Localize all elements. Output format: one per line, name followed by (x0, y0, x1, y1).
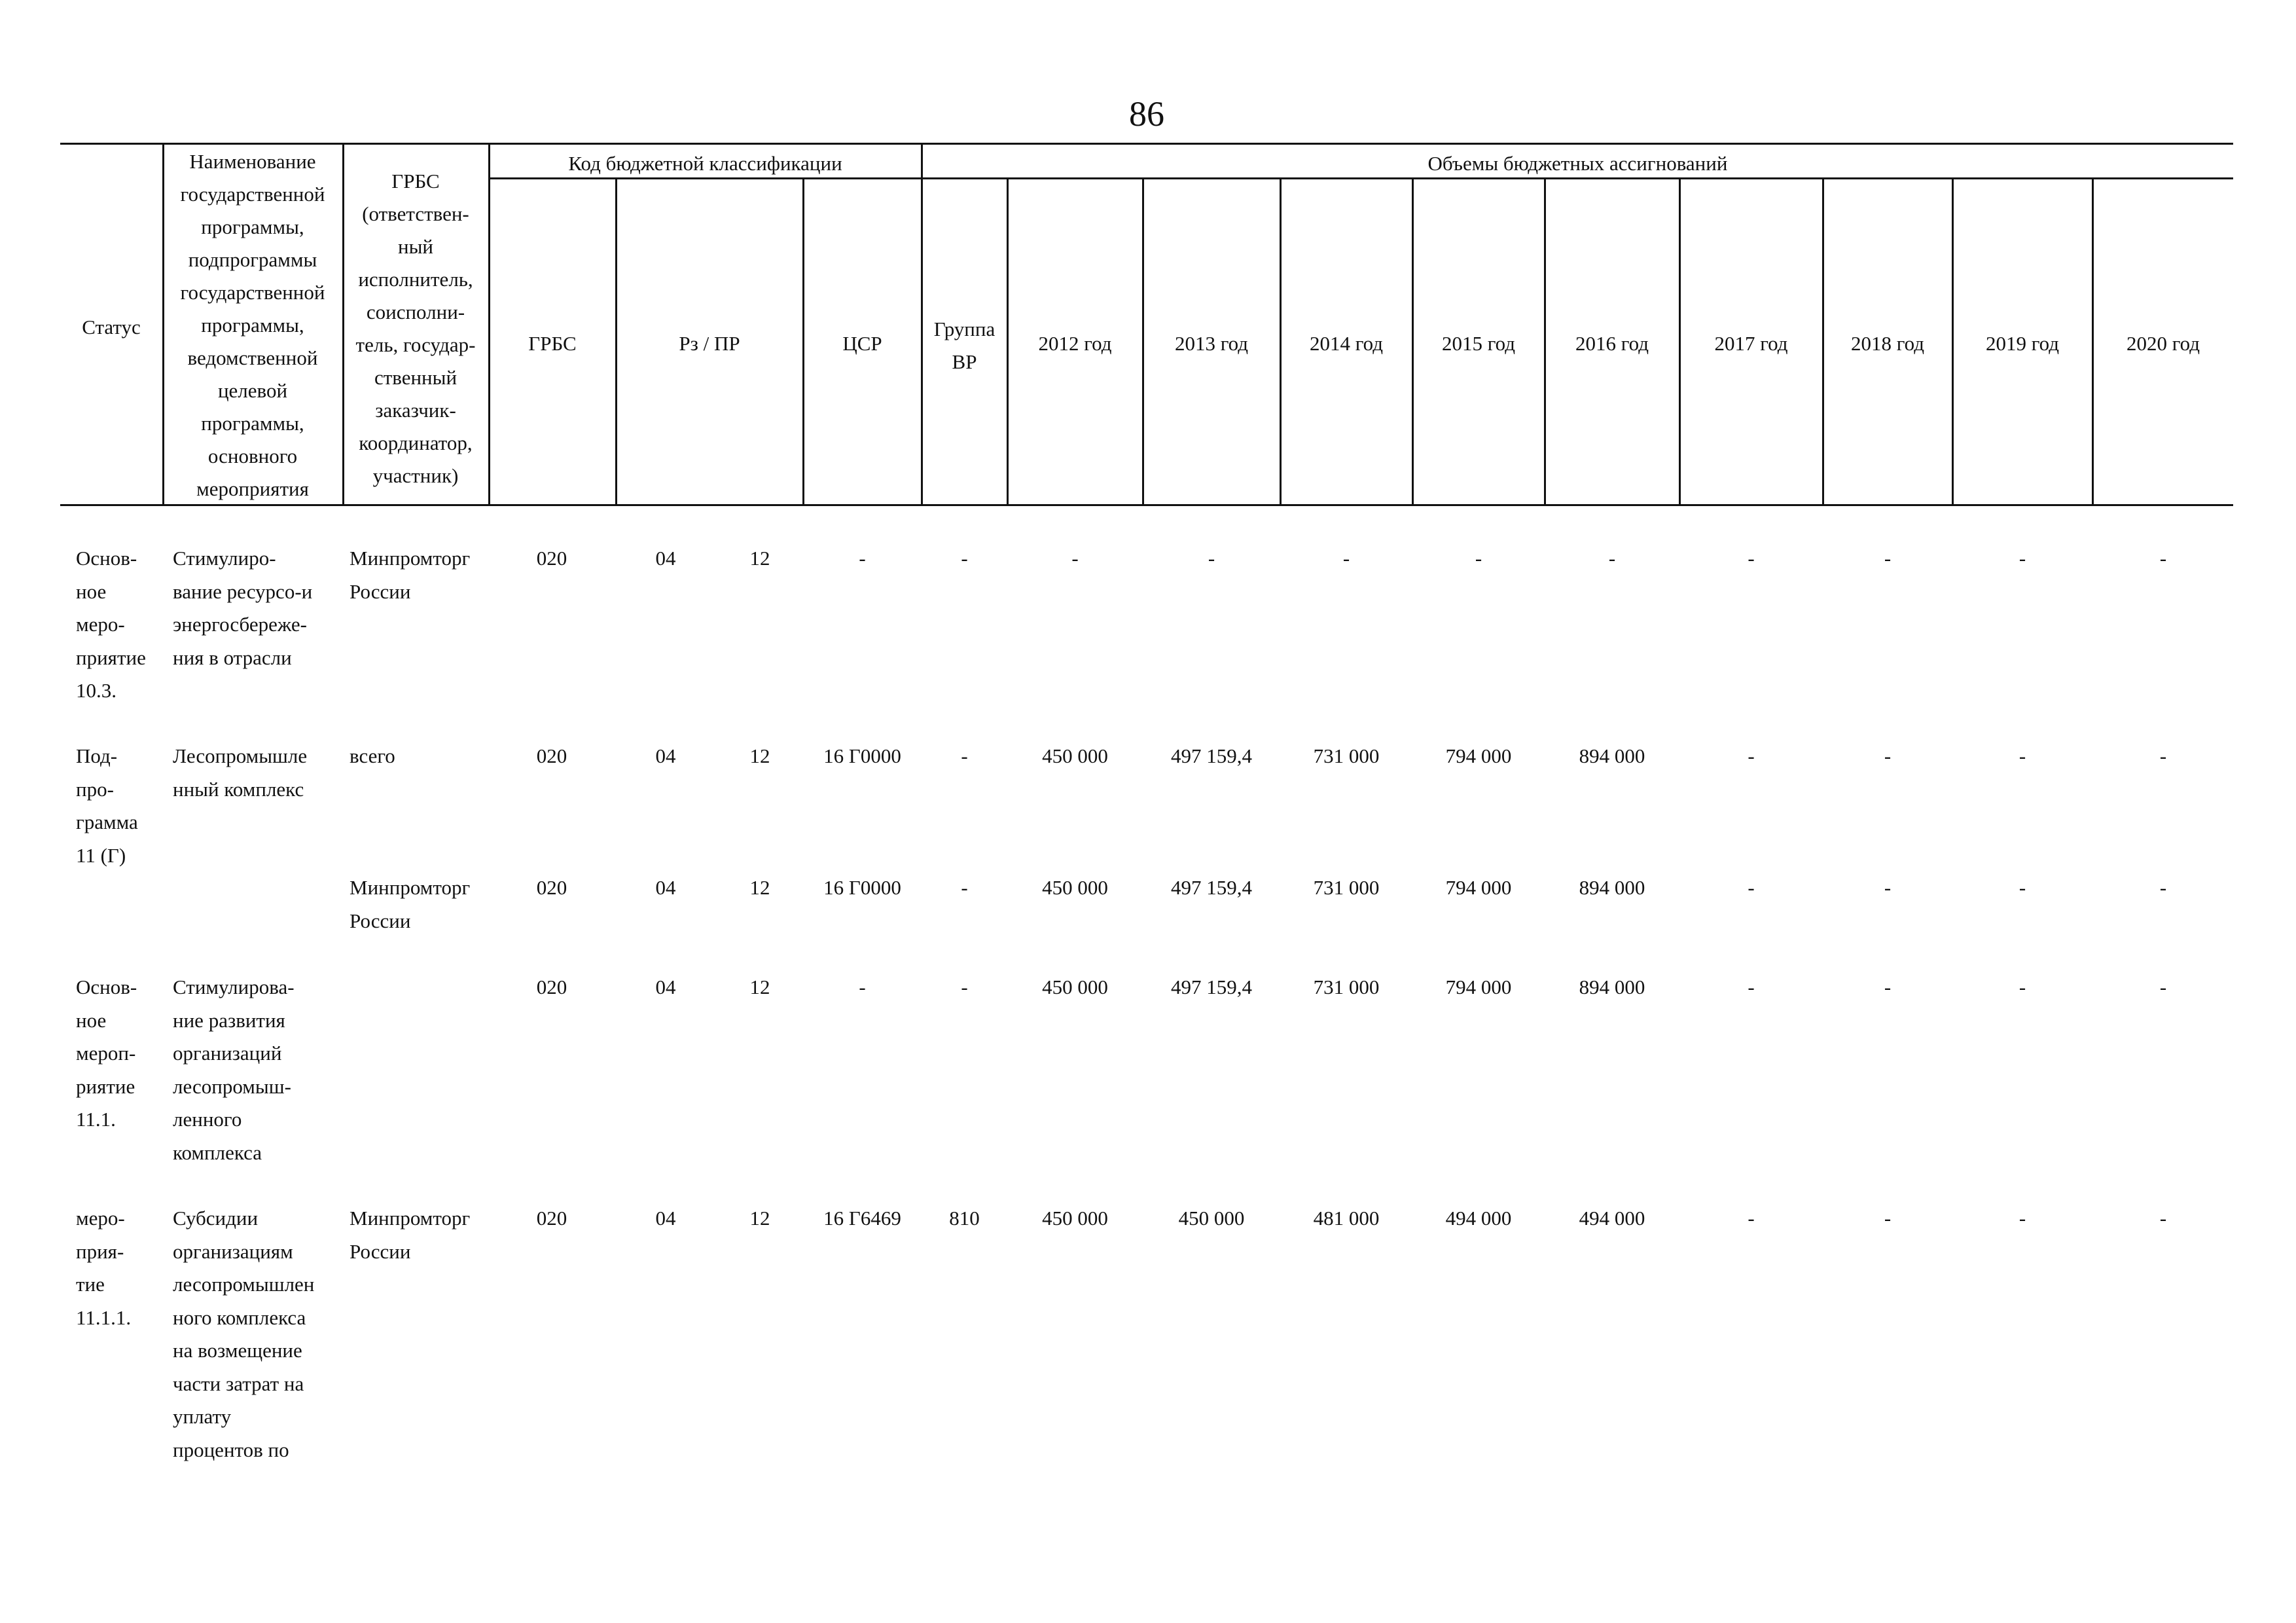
row-amount: 497 159,4 (1171, 876, 1252, 899)
row-executor: всего (350, 744, 395, 767)
header-vr-group: Группа ВР (933, 318, 996, 373)
header-year-2015: 2015 год (1441, 332, 1516, 355)
row-amount: 894 000 (1579, 744, 1645, 767)
row-name: Стимулирова- ние развития организаций лесопромыш- ленного комплекса (173, 976, 295, 1164)
table-top-border (60, 143, 2233, 145)
row-vr: - (961, 976, 968, 998)
row-amount: - (1748, 744, 1755, 767)
row-vr: 810 (949, 1207, 980, 1230)
header-program-name: Наименование государственной программы, подпрограммы государственной программы, ведомственной целевой программы, основного мероприятия (180, 150, 325, 500)
row-pr: 12 (749, 547, 770, 570)
row-status: меро- прия- тие 11.1.1. (76, 1207, 132, 1329)
row-amount: 794 000 (1445, 876, 1512, 899)
header-year-2014: 2014 год (1309, 332, 1384, 355)
row-amount: - (1884, 547, 1892, 570)
row-executor: Минпромторг России (350, 1207, 471, 1263)
row-amount: - (1475, 547, 1482, 570)
row-amount: - (2159, 547, 2167, 570)
header-status: Статус (82, 316, 141, 338)
header-year-2017: 2017 год (1714, 332, 1788, 355)
row-vr: - (961, 744, 968, 767)
row-rz: 04 (655, 976, 676, 998)
row-executor: Минпромторг России (350, 547, 471, 603)
row-amount: - (2159, 744, 2167, 767)
row-pr: 12 (749, 744, 770, 767)
row-executor: Минпромторг России (350, 876, 471, 932)
row-amount: 497 159,4 (1171, 976, 1252, 998)
row-amount: 794 000 (1445, 976, 1512, 998)
row-amount: - (1342, 547, 1350, 570)
row-amount: 450 000 (1042, 744, 1108, 767)
row-amount: 450 000 (1042, 976, 1108, 998)
row-amount: 731 000 (1313, 744, 1380, 767)
header-csr: ЦСР (842, 332, 882, 355)
header-bottom-border (60, 504, 2233, 506)
row-pr: 12 (749, 1207, 770, 1230)
row-amount: 731 000 (1313, 876, 1380, 899)
row-amount: - (1608, 547, 1616, 570)
row-amount: - (1208, 547, 1215, 570)
row-amount: 494 000 (1579, 1207, 1645, 1230)
row-amount: 731 000 (1313, 976, 1380, 998)
row-amount: - (2018, 876, 2026, 899)
row-csr: 16 Г0000 (823, 876, 901, 899)
header-budget-volumes-group: Объемы бюджетных ассигнований (1427, 152, 1728, 175)
row-rz: 04 (655, 744, 676, 767)
header-year-2013: 2013 год (1174, 332, 1249, 355)
row-amount: - (1884, 1207, 1892, 1230)
row-amount: 497 159,4 (1171, 744, 1252, 767)
row-amount: - (2018, 976, 2026, 998)
row-amount: - (1748, 876, 1755, 899)
row-name: Лесопромышле нный комплекс (173, 744, 308, 801)
header-year-2016: 2016 год (1575, 332, 1649, 355)
header-year-2018: 2018 год (1850, 332, 1925, 355)
header-year-2012: 2012 год (1038, 332, 1112, 355)
row-vr: - (961, 547, 968, 570)
row-amount: 450 000 (1042, 876, 1108, 899)
row-csr: 16 Г0000 (823, 744, 901, 767)
row-grbs: 020 (536, 976, 567, 998)
row-grbs: 020 (536, 876, 567, 899)
row-pr: 12 (749, 876, 770, 899)
row-amount: - (2018, 1207, 2026, 1230)
row-amount: - (1884, 744, 1892, 767)
header-rz-pr: Рз / ПР (679, 332, 740, 355)
row-amount: - (2159, 1207, 2167, 1230)
header-grbs-executor: ГРБС (ответствен- ный исполнитель, соисполни- тель, государ- ственный заказчик- координатор, участник) (355, 170, 476, 487)
row-status: Основ- ное меро- приятие 10.3. (76, 547, 146, 702)
row-status: Основ- ное мероп- риятие 11.1. (76, 976, 137, 1131)
header-grbs: ГРБС (528, 332, 577, 355)
header-budget-code-group: Код бюджетной классификации (568, 152, 842, 175)
header-year-2019: 2019 год (1985, 332, 2060, 355)
row-amount: 450 000 (1042, 1207, 1108, 1230)
header-year-2020: 2020 год (2126, 332, 2200, 355)
row-status: Под- про- грамма 11 (Г) (76, 744, 138, 867)
row-amount: 494 000 (1445, 1207, 1512, 1230)
row-csr: - (859, 976, 866, 998)
row-amount: 481 000 (1313, 1207, 1380, 1230)
row-amount: 894 000 (1579, 976, 1645, 998)
row-rz: 04 (655, 876, 676, 899)
row-amount: - (2018, 744, 2026, 767)
row-amount: - (1884, 976, 1892, 998)
row-amount: - (2018, 547, 2026, 570)
row-amount: - (1884, 876, 1892, 899)
row-name: Субсидии организациям лесопромышлен ного комплекса на возмещение части затрат на уплату процентов по (173, 1207, 315, 1461)
group-header-divider (490, 177, 2233, 179)
row-pr: 12 (749, 976, 770, 998)
row-amount: - (2159, 876, 2167, 899)
row-grbs: 020 (536, 547, 567, 570)
page-number: 86 (1129, 94, 1164, 134)
row-amount: - (1748, 976, 1755, 998)
row-grbs: 020 (536, 1207, 567, 1230)
row-name: Стимулиро- вание ресурсо-и энергосбереже- ния в отрасли (173, 547, 313, 669)
row-amount: 450 000 (1178, 1207, 1245, 1230)
row-amount: 894 000 (1579, 876, 1645, 899)
column-divider (488, 143, 490, 504)
row-amount: - (1071, 547, 1079, 570)
row-csr: 16 Г6469 (823, 1207, 901, 1230)
row-grbs: 020 (536, 744, 567, 767)
row-csr: - (859, 547, 866, 570)
row-amount: - (1748, 1207, 1755, 1230)
row-rz: 04 (655, 547, 676, 570)
row-amount: 794 000 (1445, 744, 1512, 767)
row-amount: - (1748, 547, 1755, 570)
row-vr: - (961, 876, 968, 899)
row-rz: 04 (655, 1207, 676, 1230)
row-amount: - (2159, 976, 2167, 998)
